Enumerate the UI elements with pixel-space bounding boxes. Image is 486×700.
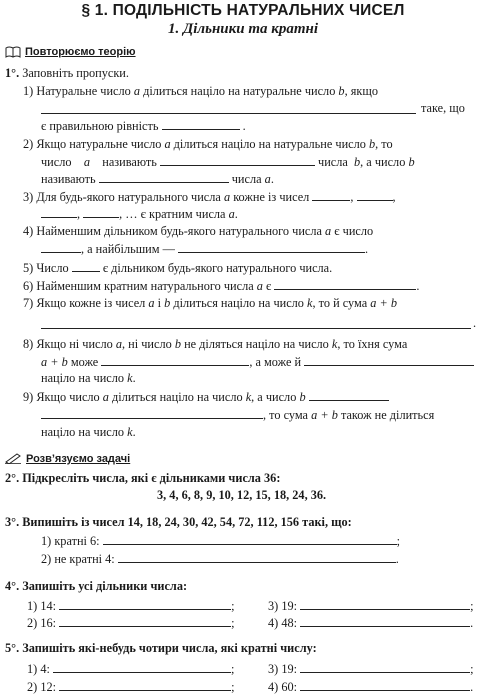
task-number: 3°. [5, 515, 20, 529]
text: , [392, 190, 396, 204]
open-book-icon [5, 46, 21, 58]
text: ; [231, 616, 235, 630]
text: Число [36, 261, 69, 275]
task-number: 4°. [5, 579, 20, 593]
answer-blank[interactable] [118, 551, 396, 563]
variable: b [368, 137, 376, 151]
answer-blank[interactable] [300, 679, 470, 691]
item9-line2 [41, 407, 434, 423]
text: націло на число [41, 425, 125, 439]
answer-blank[interactable] [300, 661, 470, 673]
variable: a [115, 337, 123, 351]
task4-part2 [27, 615, 235, 631]
item-number: 4) [23, 224, 34, 238]
answer-blank[interactable] [99, 171, 229, 183]
answer-blank[interactable] [59, 615, 231, 627]
text: . [470, 616, 474, 630]
task4-heading [5, 579, 187, 594]
task-text: Заповніть пропуски. [22, 66, 129, 80]
text: ; [230, 662, 235, 676]
text: 3) 19: [268, 662, 298, 676]
task-text: Випишіть із чисел 14, 18, 24, 30, 42, 54, 72, 112, 156 такі, що: [22, 515, 352, 529]
variable: k [245, 390, 252, 404]
item-number: 7) [23, 296, 34, 310]
text: Якщо кожне із чисел [36, 296, 146, 310]
text: число [41, 155, 72, 169]
item1-line3 [41, 118, 246, 134]
text: є правильною рівність [41, 119, 159, 133]
text: , то сума [263, 408, 309, 422]
item-number: 1) [23, 84, 34, 98]
item2-line3 [41, 171, 274, 187]
task4-part3 [268, 598, 474, 614]
answer-blank[interactable] [41, 407, 263, 419]
text: , а може й [249, 355, 302, 369]
item3-line1 [23, 189, 396, 205]
text: 4) 48: [268, 616, 298, 630]
item6 [23, 278, 419, 294]
task5-part1 [27, 661, 234, 677]
variable: k [331, 337, 338, 351]
text: Для будь-якого натурального числа [36, 190, 221, 204]
task-number: 2°. [5, 471, 20, 485]
divisor-candidates: 3, 4, 6, 8, 9, 10, 12, 15, 18, 24, 36. [157, 488, 327, 502]
text: . [132, 371, 136, 385]
text: кожне із чисел [233, 190, 310, 204]
task5-part2 [27, 679, 235, 695]
answer-blank[interactable] [162, 118, 240, 130]
pencil-icon [5, 452, 21, 464]
text: 2) 16: [27, 616, 57, 630]
answer-blank[interactable] [53, 661, 231, 673]
text: може [70, 355, 99, 369]
variable: a [256, 279, 263, 293]
text: . [132, 425, 136, 439]
item-number: 8) [23, 337, 34, 351]
item8-line3 [41, 371, 136, 386]
task4-part1 [27, 598, 235, 614]
task4-part4 [268, 615, 473, 631]
text: , а число [251, 390, 297, 404]
variable: a [83, 155, 90, 169]
text: ділиться націло на натуральне число [173, 137, 366, 151]
item4-line2 [41, 241, 368, 257]
item-number: 2) [23, 137, 34, 151]
item9-line1 [23, 389, 389, 405]
text: числа [318, 155, 348, 169]
text: ділиться націло на число [173, 296, 304, 310]
answer-blank[interactable] [59, 598, 231, 610]
answer-blank[interactable] [41, 113, 416, 114]
task3-heading [5, 515, 352, 530]
task-text: Підкресліть числа, які є дільниками числа 36: [22, 471, 281, 485]
variable: a + b [311, 408, 338, 422]
text: Натуральне число [36, 84, 131, 98]
variable: b [408, 155, 415, 169]
variable: a [164, 137, 171, 151]
text: ; [396, 534, 401, 548]
text: ділиться націло на число [112, 390, 243, 404]
text: є дільником будь-якого натурального числа. [102, 261, 333, 275]
subsection-title: 1. Дільники та кратні [167, 21, 318, 37]
item1-line1 [23, 84, 378, 99]
task-number: 5°. [5, 641, 20, 655]
answer-blank[interactable] [41, 241, 81, 253]
item-number: 5) [23, 261, 34, 275]
theory-header: Повторюємо теорію [25, 46, 136, 58]
practice-header: Розв’язуємо задачі [26, 453, 131, 465]
item-number: 3) [23, 190, 34, 204]
section-title: § 1. ПОДІЛЬНІСТЬ НАТУРАЛЬНИХ ЧИСЕЛ [81, 2, 405, 19]
variable: k [307, 296, 313, 310]
text: 2) 12: [27, 680, 57, 694]
text: , [350, 190, 354, 204]
text: 1) 4: [27, 662, 50, 676]
text: 1) кратні 6: [41, 534, 100, 548]
text: ; [470, 662, 474, 676]
item2-line2 [41, 154, 415, 170]
variable: a [228, 207, 235, 221]
text: , якщо [344, 84, 378, 98]
text: , то й сума [312, 296, 368, 310]
variable: a + b [41, 355, 68, 369]
item-number: 9) [23, 390, 34, 404]
text: називають [102, 155, 157, 169]
task3-part1 [41, 533, 400, 549]
task5-part3 [268, 661, 474, 677]
text: . [234, 207, 238, 221]
text: ; [470, 599, 474, 613]
answer-blank[interactable] [304, 354, 474, 366]
answer-blank[interactable] [312, 189, 350, 201]
text: ділиться націло на натуральне число [143, 84, 336, 98]
item3-line2 [41, 206, 238, 222]
text: , ні число [122, 337, 172, 351]
item8-line1 [23, 337, 407, 352]
text: також не ділиться [340, 408, 435, 422]
text: є [266, 279, 272, 293]
item7-line1 [23, 296, 397, 311]
text: Найменшим кратним натурального числа [36, 279, 254, 293]
text: 3) 19: [268, 599, 298, 613]
answer-blank[interactable] [41, 328, 471, 329]
text: , то їхня сума [337, 337, 408, 351]
text: , а число [360, 155, 406, 169]
text: . [270, 172, 274, 186]
task-number: 1°. [5, 66, 20, 80]
text: 2) не кратні 4: [41, 552, 115, 566]
answer-blank[interactable] [41, 206, 77, 218]
text: 1) 14: [27, 599, 57, 613]
text: , [77, 207, 81, 221]
text: ; [231, 599, 235, 613]
variable: b [338, 84, 345, 98]
text: , … є кратним числа [119, 207, 226, 221]
text: ; [231, 680, 235, 694]
variable: a [223, 190, 231, 204]
text: Якщо ні число [36, 337, 113, 351]
variable: a [325, 224, 332, 238]
task1-heading [5, 66, 129, 81]
answer-blank[interactable] [178, 241, 365, 253]
task5-heading [5, 641, 317, 656]
variable: k [127, 371, 133, 385]
text: , то [375, 137, 393, 151]
text: є число [334, 224, 374, 238]
text: і [157, 296, 162, 310]
text: числа [231, 172, 262, 186]
answer-blank[interactable] [59, 679, 231, 691]
answer-blank[interactable] [103, 533, 397, 545]
item2-line1 [23, 137, 393, 152]
item4-line1 [23, 224, 373, 239]
variable: a [264, 172, 271, 186]
text: . [470, 680, 474, 694]
text: таке, що [421, 101, 465, 115]
text: не діляться націло на число [184, 337, 329, 351]
item-number: 6) [23, 279, 34, 293]
variable: b [354, 155, 361, 169]
text: . [395, 552, 399, 566]
variable: a + b [370, 296, 398, 310]
answer-blank[interactable] [300, 615, 470, 627]
task-text: Запишіть усі дільники числа: [22, 579, 188, 593]
variable: a [148, 296, 155, 310]
task5-part4 [268, 679, 473, 695]
text: . [416, 279, 420, 293]
item9-line3 [41, 425, 136, 440]
answer-blank[interactable] [160, 154, 315, 166]
variable: b [299, 390, 306, 404]
answer-blank[interactable] [72, 260, 100, 272]
text: Найменшим дільником будь-якого натурального числа [36, 224, 322, 238]
variable: b [174, 337, 181, 351]
task3-part2 [41, 551, 399, 567]
answer-blank[interactable] [357, 189, 393, 201]
text: , а найбільшим — [81, 242, 175, 256]
variable: b [164, 296, 171, 310]
text: . [473, 316, 477, 330]
variable: k [127, 425, 133, 439]
text: називають [41, 172, 96, 186]
answer-blank[interactable] [309, 389, 389, 401]
item5 [23, 260, 332, 276]
variable: a [102, 390, 109, 404]
task-text: Запишіть які-небудь чотири числа, які кратні числу: [22, 641, 317, 655]
variable: a [133, 84, 141, 98]
task2-heading [5, 471, 280, 486]
answer-blank[interactable] [274, 278, 416, 290]
answer-blank[interactable] [83, 206, 119, 218]
text: 4) 60: [268, 680, 298, 694]
text: Якщо число [36, 390, 100, 404]
text: Якщо натуральне число [36, 137, 162, 151]
text: . [365, 242, 369, 256]
item8-line2 [41, 354, 474, 370]
answer-blank[interactable] [300, 598, 470, 610]
text: націло на число [41, 371, 125, 385]
text: . [242, 119, 246, 133]
answer-blank[interactable] [101, 354, 249, 366]
